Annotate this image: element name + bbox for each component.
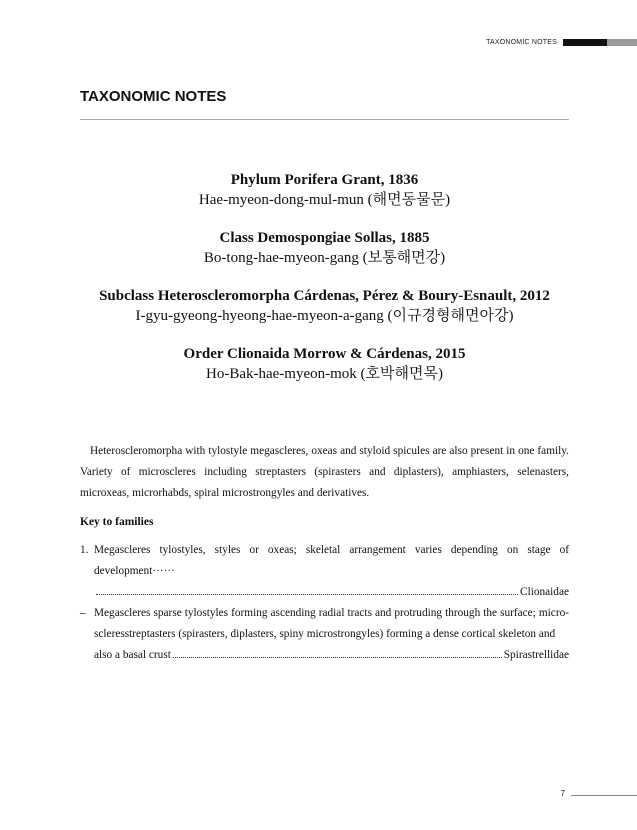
key-text-tail: also a basal crust	[94, 649, 171, 661]
key-text: Megascleres sparse tylostyles forming ascending radial tracts and protruding through the surface; micro-scleresstreptasters (spirasters, diplasters, spiny microstrongyles) forming a dense cortical skeleton and	[94, 607, 569, 640]
section-title: TAXONOMIC NOTES	[80, 88, 227, 105]
taxon-subclass	[80, 286, 569, 326]
key-entry	[80, 603, 569, 666]
key-heading: Key to families	[80, 516, 154, 528]
order-description: Heteroscleromorpha with tylostyle megascleres, oxeas and styloid spicules are also present in one family. Variety of microscleres including streptasters (spirasters and diplasters), amphiasters, selenasters, microxeas, microrhabds, spiral microstrongyles and derivatives.	[80, 445, 569, 499]
taxon-class	[80, 228, 569, 268]
key-content	[94, 540, 569, 603]
taxon-name: Class Demospongiae Sollas, 1885	[219, 230, 430, 246]
leader-line	[94, 645, 569, 666]
running-head-bar-gray	[607, 39, 637, 46]
footer-rule	[571, 795, 637, 796]
taxon-phylum	[80, 170, 569, 210]
leader-dots: ······	[152, 565, 175, 577]
taxon-order	[80, 344, 569, 384]
taxa-list	[80, 170, 569, 402]
taxon-korean-name: Bo-tong-hae-myeon-gang (보통해면강)	[203, 250, 446, 266]
taxon-name: Order Clionaida Morrow & Cárdenas, 2015	[183, 346, 466, 362]
taxon-name: Subclass Heteroscleromorpha Cárdenas, Pérez & Boury-Esnault, 2012	[99, 288, 550, 304]
identification-key	[80, 540, 569, 666]
taxon-korean-name: I-gyu-gyeong-hyeong-hae-myeon-a-gang (이규경형해면아강)	[135, 308, 514, 324]
running-head-bar-black	[563, 39, 607, 46]
key-marker: 1.	[80, 544, 89, 556]
leader-line	[94, 582, 569, 603]
key-entry	[80, 540, 569, 603]
key-result-family: Spirastrellidae	[503, 649, 569, 661]
running-head-text: TAXONOMIC NOTES	[486, 38, 557, 46]
key-result-family: Clionaidae	[520, 586, 569, 598]
leader-dots	[96, 594, 518, 595]
taxon-korean-name: Hae-myeon-dong-mul-mun (해면동물문)	[198, 192, 451, 208]
leader-dots	[173, 657, 502, 658]
key-marker: –	[80, 607, 86, 619]
key-content	[94, 603, 569, 666]
taxon-name: Phylum Porifera Grant, 1836	[230, 172, 419, 188]
page-number: 7	[560, 789, 565, 798]
section-rule	[80, 119, 569, 120]
key-text: Megascleres tylostyles, styles or oxeas; skeletal arrangement varies depending on stage of development	[94, 544, 569, 577]
running-head	[486, 37, 637, 47]
taxon-korean-name: Ho-Bak-hae-myeon-mok (호박해면목)	[206, 366, 443, 382]
